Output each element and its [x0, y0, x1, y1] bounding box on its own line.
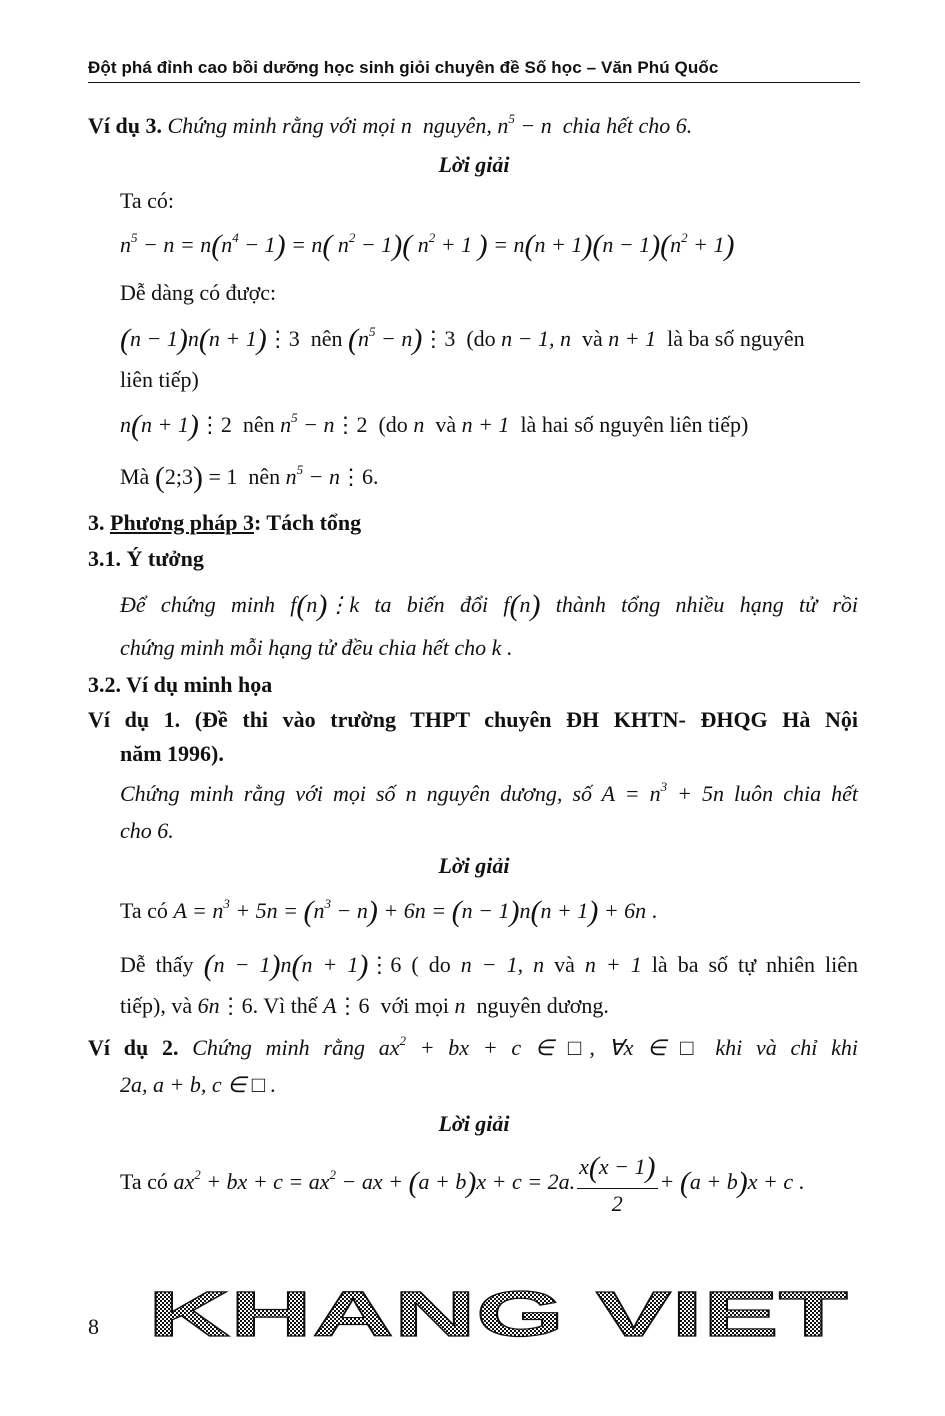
example3-statement: Ví dụ 3. Chứng minh rằng với mọi n nguyên, $n^5 - n$ chia hết cho 6.: [88, 111, 693, 138]
example1-divisibility-line1: Dễ thấy (n − 1)n(n + 1)⋮6 ( do n − 1, n và n + 1 là ba số tự nhiên liên: [120, 949, 858, 982]
example3-de-dang: Dễ dàng có được:: [120, 280, 277, 305]
example2-label: Ví dụ 2.: [88, 1035, 179, 1060]
khang-viet-logo: [146, 1286, 851, 1340]
example2-statement-line2: 2a, a + b, c ∈ □ .: [120, 1072, 277, 1097]
example1-label-line1: Ví dụ 1. (Đề thi vào trường THPT chuyên ĐH KHTN- ĐHQG Hà Nội: [88, 707, 858, 732]
example3-divisible-2: n(n + 1)⋮2 nên $n^5$ − n⋮2 (do n và n + 1 là hai số nguyên liên tiếp): [120, 409, 749, 442]
example3-divisible-3-cont: liên tiếp): [120, 367, 199, 392]
idea-text-line1: Để chứng minh f(n)⋮k ta biến đổi f(n) thành tổng nhiều hạng tử rồi: [120, 589, 859, 622]
idea-text-line2: chứng minh mỗi hạng tử đều chia hết cho k .: [120, 635, 513, 660]
example1-divisibility-line2: tiếp), và 6n⋮6. Vì thế A⋮6 với mọi n nguyên dương.: [120, 993, 609, 1018]
example3-conclusion: Mà (2;3) = 1 nên $n^5$ − n⋮6.: [120, 461, 379, 494]
example2-statement-line1: Ví dụ 2. Chứng minh rằng $ax^2$ + bx + c ∈ □, ∀x ∈ □ khi và chỉ khi: [88, 1033, 858, 1060]
fraction: $\frac{x(x - 1)}{2}$: [579, 1151, 656, 1216]
idea-heading: 3.1. Ý tưởng: [88, 546, 204, 571]
example2-identity: Ta có $ax^2$ + bx + $c = ax^2$ − ax + (a + b)x + c = 2a. $\frac{x(x - 1)}{2}$ + (a + b)x + c .: [120, 1151, 805, 1216]
example3-label: Ví dụ 3.: [88, 113, 162, 138]
page-header: Đột phá đỉnh cao bồi dưỡng học sinh giỏi chuyên đề Số học – Văn Phú Quốc: [88, 58, 719, 77]
section3-title-link[interactable]: Phương pháp 3: [110, 510, 254, 535]
example3-factorization: $n^5 - n = n(n^4 - 1) = n$( $n^2 - 1$)( $n^2 + 1$ ) = $n(n + 1)(n - 1)(n^2 + 1)$: [120, 229, 735, 262]
example1-identity: Ta có $A = n^3 + 5n = (n^3 - n) + 6n = (n - 1)n(n + 1) + 6n$ .: [120, 895, 658, 928]
example1-statement-line2: cho 6.: [120, 818, 174, 843]
logo-text: KHANG VIET: [148, 1286, 848, 1340]
example3-solution-title: Lời giải: [438, 152, 510, 177]
example3-ta-co: Ta có:: [120, 188, 175, 213]
example1-solution-title: Lời giải: [438, 853, 510, 878]
example1-statement-line1: Chứng minh rằng với mọi số n nguyên dương, số $A = n^3 + 5n$ luôn chia hết: [120, 779, 858, 806]
examples-heading: 3.2. Ví dụ minh họa: [88, 672, 273, 697]
example3-divisible-3: (n − 1)n(n + 1)⋮3 nên ($n^5$ − n)⋮3 (do n − 1, n và n + 1 là ba số nguyên: [120, 323, 805, 356]
section3-title: 3. Phương pháp 3: Tách tổng: [88, 510, 362, 535]
example2-solution-title: Lời giải: [438, 1111, 510, 1136]
example1-label-line2: năm 1996).: [120, 741, 224, 766]
header-rule: [88, 82, 860, 83]
page-number: 8: [88, 1314, 99, 1339]
